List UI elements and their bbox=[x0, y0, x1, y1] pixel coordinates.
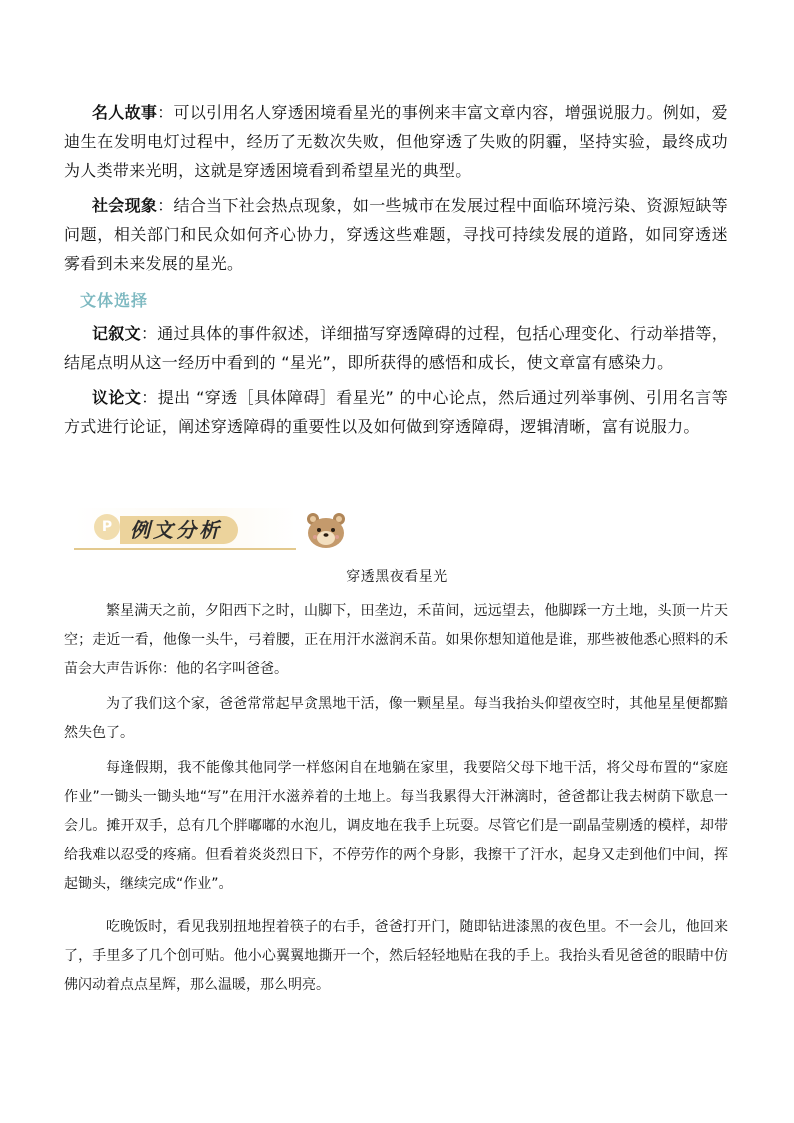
social-phenomenon-label: 社会现象 bbox=[92, 196, 158, 215]
narrative-text: ：通过具体的事件叙述，详细描写穿透障碍的过程，包括心理变化、行动举措等，结尾点明从这一经历中看到的 “星光”，即所获得的感悟和成长，使文章富有感染力。 bbox=[64, 324, 728, 372]
example-analysis-banner bbox=[74, 508, 296, 550]
p-badge-icon: P bbox=[94, 514, 120, 540]
social-phenomenon-paragraph bbox=[64, 191, 728, 278]
essay-title: 穿透黑夜看星光 bbox=[346, 569, 448, 585]
famous-story-label: 名人故事 bbox=[92, 103, 158, 122]
essay-paragraph-3: 每逢假期，我不能像其他同学一样悠闲自在地躺在家里，我要陪父母下地干活，将父母布置的“家庭作业”一锄头一锄头地“写”在用汗水滋养着的土地上。每当我累得大汗淋漓时，爸爸都让我去树荫下歇息一会儿。摊开双手，总有几个胖嘟嘟的水泡儿，调皮地在我手上玩耍。尽管它们是一副晶莹剔透的模样，却带给我难以忍受的疼痛。但看着炎炎烈日下，不停劳作的两个身影，我擦干了汗水，起身又走到他们中间，挥起锄头，继续完成“作业”。 bbox=[64, 760, 728, 892]
argument-paragraph bbox=[64, 383, 728, 441]
argument-text: ：提出 “穿透［具体障碍］看星光” 的中心论点，然后通过列举事例、引用名言等方式进行论证，阐述穿透障碍的重要性以及如何做到穿透障碍，逻辑清晰，富有说服力。 bbox=[64, 388, 728, 436]
argument-label: 议论文 bbox=[92, 388, 142, 407]
genre-heading: 文体选择 bbox=[80, 291, 149, 310]
essay-paragraph-2: 为了我们这个家，爸爸常常起早贪黑地干活，像一颗星星。每当我抬头仰望夜空时，其他星星便都黯然失色了。 bbox=[64, 696, 728, 741]
essay-paragraph-1: 繁星满天之前，夕阳西下之时，山脚下，田垄边，禾苗间，远远望去，他脚踩一方土地，头顶一片天空；走近一看，他像一头牛，弓着腰，正在用汗水滋润禾苗。如果你想知道他是谁，那些被他悉心照料的禾苗会大声告诉你：他的名字叫爸爸。 bbox=[64, 603, 728, 677]
narrative-label: 记叙文 bbox=[92, 324, 141, 343]
social-phenomenon-text: ：结合当下社会热点现象，如一些城市在发展过程中面临环境污染、资源短缺等问题，相关部门和民众如何齐心协力，穿透这些难题，寻找可持续发展的道路，如同穿透迷雾看到未来发展的星光。 bbox=[64, 196, 728, 273]
banner-title: 例文分析 bbox=[120, 516, 238, 544]
bear-mascot-icon bbox=[304, 510, 348, 550]
essay-paragraph-4: 吃晚饭时，看见我别扭地捏着筷子的右手，爸爸打开门，随即钻进漆黑的夜色里。不一会儿，他回来了，手里多了几个创可贴。他小心翼翼地撕开一个，然后轻轻地贴在我的手上。我抬头看见爸爸的眼睛中仿佛闪动着点点星辉，那么温暖，那么明亮。 bbox=[64, 919, 728, 993]
famous-story-paragraph bbox=[64, 98, 728, 185]
banner-underline bbox=[74, 548, 296, 550]
narrative-paragraph bbox=[64, 319, 728, 377]
famous-story-text: ：可以引用名人穿透困境看星光的事例来丰富文章内容，增强说服力。例如，爱迪生在发明电灯过程中，经历了无数次失败，但他穿透了失败的阴霾，坚持实验，最终成功为人类带来光明，这就是穿透困境看到希望星光的典型。 bbox=[64, 103, 728, 180]
